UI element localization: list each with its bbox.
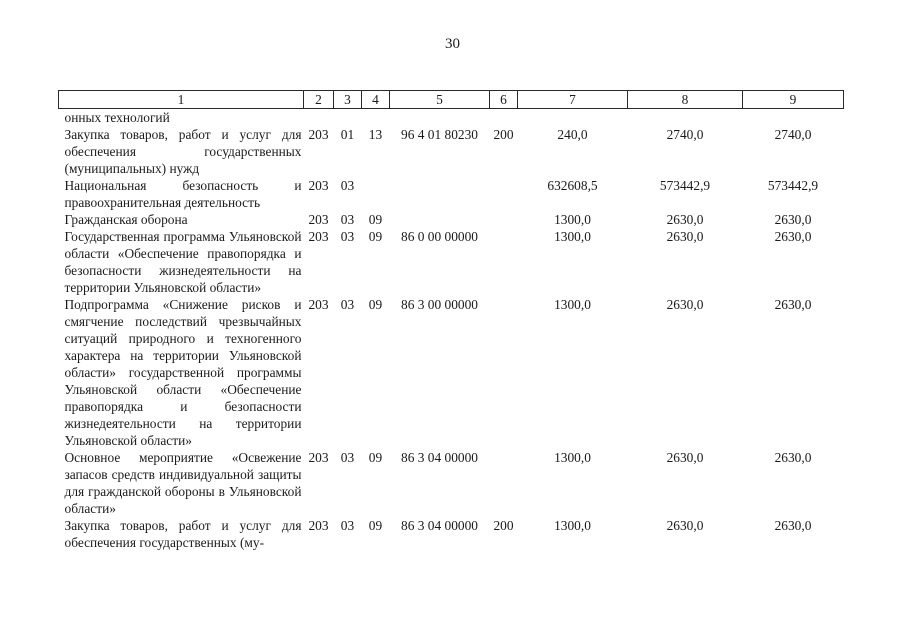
row-amount-1 xyxy=(518,109,628,127)
table-row xyxy=(59,228,844,296)
row-expense-type: 200 xyxy=(493,518,514,533)
row-amount-1: 1300,0 xyxy=(554,450,591,465)
row-admin-code: 203 xyxy=(308,212,329,227)
row-amount-3: 2630,0 xyxy=(774,450,812,465)
column-header-4: 4 xyxy=(362,91,390,109)
row-admin-code: 203 xyxy=(308,297,329,312)
column-header-9: 9 xyxy=(743,91,844,109)
row-amount-2: 2630,0 xyxy=(666,229,704,244)
row-section xyxy=(334,109,362,127)
column-header-2: 2 xyxy=(304,91,334,109)
column-header-3: 3 xyxy=(334,91,362,109)
row-section: 03 xyxy=(340,178,355,193)
row-expense-type xyxy=(490,228,518,296)
row-target-code: 86 3 04 00000 xyxy=(401,450,478,465)
row-target-code xyxy=(390,211,490,228)
table-row xyxy=(59,296,844,449)
column-header-7: 7 xyxy=(518,91,628,109)
row-name: Подпрограмма «Снижение рисков и смягчение последствий чрезвычайных ситуаций природного и техногенного характера на территории Ульяновской области» государственной программы Ульяновской области «Обеспечение правопорядка и безопасности жизнедеятельности на территории Ульяновской области» xyxy=(64,297,302,448)
row-subsection xyxy=(362,177,390,211)
row-amount-3: 2630,0 xyxy=(774,229,812,244)
table-row xyxy=(59,109,844,127)
row-admin-code: 203 xyxy=(308,229,329,244)
row-admin-code: 203 xyxy=(308,178,329,193)
row-name: Гражданская оборона xyxy=(64,212,188,227)
row-subsection: 09 xyxy=(368,297,383,312)
row-amount-2: 2630,0 xyxy=(666,518,704,533)
column-header-5: 5 xyxy=(390,91,490,109)
column-header-6: 6 xyxy=(490,91,518,109)
row-name: Закупка товаров, работ и услуг для обеспечения государственных (муниципальных) нужд xyxy=(64,127,302,176)
row-subsection: 09 xyxy=(368,229,383,244)
row-name: Национальная безопасность и правоохранительная деятельность xyxy=(64,178,302,210)
budget-table xyxy=(58,90,844,551)
row-amount-3: 573442,9 xyxy=(767,178,819,193)
row-expense-type: 200 xyxy=(493,127,514,142)
row-amount-1: 1300,0 xyxy=(554,229,591,244)
row-target-code: 96 4 01 80230 xyxy=(401,127,478,142)
row-target-code: 86 3 04 00000 xyxy=(401,518,478,533)
row-amount-2: 573442,9 xyxy=(659,178,711,193)
table-row xyxy=(59,449,844,517)
row-amount-3: 2630,0 xyxy=(774,212,812,227)
row-subsection: 13 xyxy=(368,127,383,142)
row-amount-1: 1300,0 xyxy=(554,212,591,227)
row-name: Основное мероприятие «Освежение запасов средств индивидуальной защиты для гражданской обороны в Ульяновской области» xyxy=(64,450,302,516)
row-expense-type xyxy=(490,211,518,228)
row-amount-3 xyxy=(743,109,844,127)
row-amount-3: 2630,0 xyxy=(774,518,812,533)
row-section: 03 xyxy=(340,297,355,312)
row-section: 03 xyxy=(340,229,355,244)
row-subsection xyxy=(362,109,390,127)
row-section: 03 xyxy=(340,212,355,227)
table-row xyxy=(59,177,844,211)
row-admin-code: 203 xyxy=(308,450,329,465)
row-amount-2: 2630,0 xyxy=(666,212,704,227)
row-amount-2: 2630,0 xyxy=(666,450,704,465)
row-amount-2: 2740,0 xyxy=(666,127,704,142)
row-admin-code: 203 xyxy=(308,127,329,142)
row-section: 03 xyxy=(340,518,355,533)
row-amount-1: 632608,5 xyxy=(547,178,598,193)
row-subsection: 09 xyxy=(368,450,383,465)
row-expense-type xyxy=(490,296,518,449)
row-expense-type xyxy=(490,449,518,517)
row-amount-3: 2740,0 xyxy=(774,127,812,142)
table-row xyxy=(59,517,844,551)
row-amount-1: 1300,0 xyxy=(554,518,591,533)
row-amount-1: 1300,0 xyxy=(554,297,591,312)
row-section: 01 xyxy=(340,127,355,142)
row-subsection: 09 xyxy=(368,212,383,227)
row-target-code xyxy=(390,109,490,127)
row-target-code xyxy=(390,177,490,211)
row-admin-code: 203 xyxy=(308,518,329,533)
row-amount-2: 2630,0 xyxy=(666,297,704,312)
row-name: Государственная программа Ульяновской области «Обеспечение правопорядка и безопасности жизнедеятельности на территории Ульяновской области» xyxy=(64,229,302,295)
table-row xyxy=(59,126,844,177)
row-subsection: 09 xyxy=(368,518,383,533)
row-target-code: 86 0 00 00000 xyxy=(401,229,478,244)
row-target-code: 86 3 00 00000 xyxy=(401,297,478,312)
row-name: Закупка товаров, работ и услуг для обеспечения государственных (му- xyxy=(64,518,302,550)
row-amount-3: 2630,0 xyxy=(774,297,812,312)
row-admin-code xyxy=(304,109,334,127)
page-number: 30 xyxy=(445,36,460,52)
row-section: 03 xyxy=(340,450,355,465)
column-header-8: 8 xyxy=(628,91,743,109)
column-header-1: 1 xyxy=(59,91,304,109)
table-row xyxy=(59,211,844,228)
row-expense-type xyxy=(490,109,518,127)
row-amount-2 xyxy=(628,109,743,127)
table-header-row xyxy=(59,91,844,109)
row-name: онных технологий xyxy=(64,110,170,125)
row-amount-1: 240,0 xyxy=(557,127,588,142)
row-expense-type xyxy=(490,177,518,211)
